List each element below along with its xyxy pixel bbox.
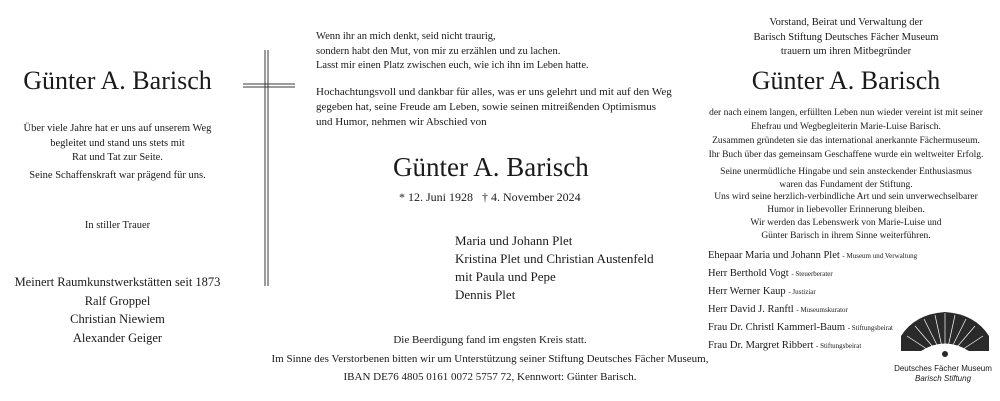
- farewell-line: und Humor, nehmen wir Abschied von: [316, 116, 487, 128]
- foundation-header-line: trauern um ihren Mitbegründer: [780, 46, 912, 57]
- family-member: Dennis Plet: [455, 287, 516, 302]
- center-deceased-name: Günter A. Barisch: [393, 152, 589, 182]
- person-row: [708, 301, 917, 319]
- farewell-line: gegeben hat, seine Freude am Leben, sowie seinen mitreißenden Optimismus: [316, 101, 656, 113]
- quote-line: Lasst mir einen Platz zwischen euch, wie ich ihn im Leben hatte.: [316, 60, 589, 71]
- signatory: Ralf Groppel: [84, 293, 151, 308]
- foundation-text-line: Uns wird seine herzlich-verbindliche Art und sein unverwechselbarer: [714, 192, 978, 203]
- left-tribute-line: begleitet und stand uns stets mit: [50, 137, 185, 149]
- left-tribute-line: Seine Schaffenskraft war prägend für uns.: [29, 169, 206, 181]
- foundation-header-line: Vorstand, Beirat und Verwaltung der: [769, 17, 923, 28]
- foundation-people: [708, 247, 917, 355]
- fan-icon: [893, 306, 993, 364]
- person-name: Herr Werner Kaup: [708, 286, 786, 297]
- family-list: [455, 232, 654, 304]
- left-tribute-line: Rat und Tat zur Seite.: [72, 152, 163, 163]
- family-member: Kristina Plet und Christian Austenfeld: [455, 251, 654, 266]
- signatory: Christian Niewiem: [70, 312, 165, 326]
- person-role: - Justiziar: [788, 288, 816, 296]
- person-row: [708, 247, 917, 265]
- foundation-header-line: Barisch Stiftung Deutsches Fächer Museum: [753, 31, 939, 43]
- person-name: Herr David J. Ranftl: [708, 304, 794, 315]
- person-row: [708, 265, 917, 283]
- farewell-text: [316, 85, 672, 130]
- funeral-notice-line: IBAN DE76 4805 0161 0072 5757 72, Kennwort: Günter Barisch.: [343, 371, 637, 383]
- person-role: - Museum und Verwaltung: [842, 252, 918, 260]
- person-row: [708, 283, 917, 301]
- person-role: - Steuerberater: [791, 270, 833, 278]
- foundation-text-line: Ehefrau und Wegbegleiterin Marie-Luise Barisch.: [751, 122, 941, 132]
- person-role: - Stiftungsbeirat: [816, 342, 862, 350]
- left-deceased-name: Günter A. Barisch: [23, 66, 212, 95]
- person-role: - Museumskurator: [796, 306, 848, 314]
- foundation-para-2: [696, 166, 996, 242]
- farewell-line: Hochachtungsvoll und dankbar für alles, was er uns gelehrt und mit auf den Weg: [316, 86, 672, 98]
- foundation-text-line: Günter Barisch in ihrem Sinne weiterführen.: [761, 230, 931, 241]
- funeral-notice: [250, 331, 730, 387]
- left-tribute-line: Über viele Jahre hat er uns auf unserem Weg: [23, 123, 212, 134]
- quote-line: Wenn ihr an mich denkt, seid nicht traurig,: [316, 31, 496, 42]
- person-name: Herr Berthold Vogt: [708, 268, 789, 279]
- life-dates: * 12. Juni 1928 † 4. November 2024: [399, 190, 581, 204]
- left-tribute-text: [0, 122, 235, 183]
- quote-block: [316, 30, 589, 74]
- museum-logo: [893, 306, 993, 383]
- foundation-text-line: Wir werden das Lebenswerk von Marie-Luise und: [750, 217, 942, 228]
- person-name: Ehepaar Maria und Johann Plet: [708, 250, 840, 261]
- funeral-notice-line: Die Beerdigung fand im engsten Kreis statt.: [393, 334, 587, 346]
- logo-line-2: Barisch Stiftung: [914, 373, 972, 383]
- foundation-text-line: Ihr Buch über das gemeinsam Geschaffene wurde ein weltweiter Erfolg.: [708, 150, 984, 160]
- person-row: [708, 337, 917, 355]
- quote-line: sondern habt den Mut, von mir zu erzählen und zu lachen.: [316, 45, 561, 57]
- family-member: Maria und Johann Plet: [455, 233, 573, 248]
- foundation-text-line: waren das Fundament der Stiftung.: [779, 179, 913, 190]
- signatory: Meinert Raumkunstwerkstätten seit 1873: [14, 275, 221, 289]
- foundation-text-line: der nach einem langen, erfüllten Leben nun wieder vereint ist mit seiner: [709, 108, 983, 118]
- person-row: [708, 319, 917, 337]
- right-deceased-name: Günter A. Barisch: [751, 66, 941, 95]
- family-member: mit Paula und Pepe: [455, 269, 556, 284]
- cross-icon: [240, 48, 300, 288]
- funeral-notice-line: Im Sinne des Verstorbenen bitten wir um Unterstützung seiner Stiftung Deutsches Fächer Museum,: [271, 352, 709, 365]
- foundation-para-1: [696, 106, 996, 162]
- person-role: - Stiftungsbeirat: [847, 324, 894, 332]
- logo-line-1: Deutsches Fächer Museum: [894, 364, 992, 373]
- in-stiller-trauer: In stiller Trauer: [84, 220, 151, 231]
- foundation-text-line: Humor in liebevoller Erinnerung bleiben.: [767, 205, 925, 216]
- person-name: Frau Dr. Margret Ribbert: [708, 340, 814, 351]
- foundation-text-line: Zusammen gründeten sie das international anerkannte Fächermuseum.: [712, 136, 980, 146]
- foundation-header: [696, 16, 996, 60]
- left-signatories: [0, 273, 235, 347]
- foundation-text-line: Seine unermüdliche Hingabe und sein ansteckender Enthusiasmus: [720, 167, 972, 177]
- person-name: Frau Dr. Christl Kammerl-Baum: [708, 322, 846, 333]
- signatory: Alexander Geiger: [72, 330, 163, 345]
